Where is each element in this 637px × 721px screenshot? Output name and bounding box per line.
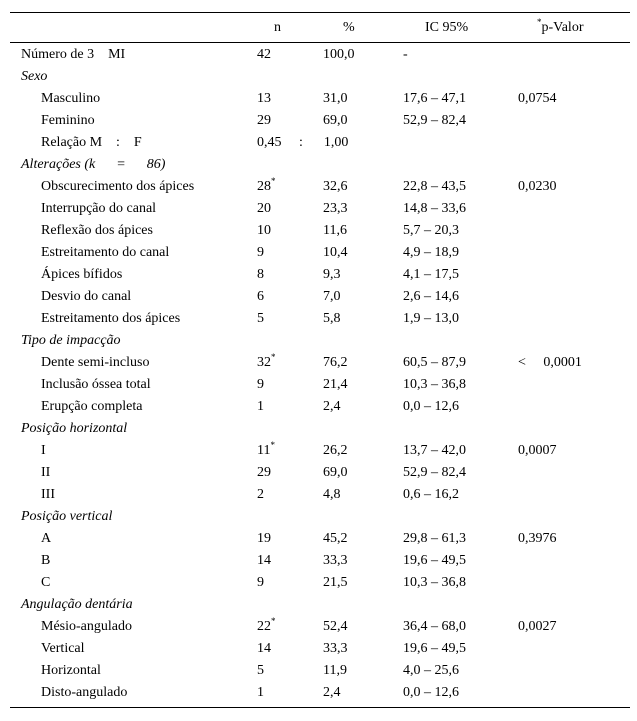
cell-percent: 32,6 bbox=[323, 179, 348, 194]
cell-n-value: 29 bbox=[257, 465, 271, 480]
table-bottom-rule bbox=[10, 707, 630, 708]
cell-percent: 69,0 bbox=[323, 465, 348, 480]
table-row bbox=[0, 110, 637, 132]
cell-ic: 60,5 – 87,9 bbox=[403, 355, 466, 370]
cell-n-value: 19 bbox=[257, 531, 271, 546]
table-row bbox=[0, 264, 637, 286]
cell-n-value: 0,45 : 1,00 bbox=[257, 135, 349, 150]
cell-pvalue: 0,0007 bbox=[518, 443, 557, 458]
table-row bbox=[0, 176, 637, 198]
cell-n-value: 9 bbox=[257, 575, 264, 590]
cell-n-value: 29 bbox=[257, 113, 271, 128]
cell-percent: 76,2 bbox=[323, 355, 348, 370]
cell-n bbox=[257, 264, 264, 286]
cell-ic: 4,9 – 18,9 bbox=[403, 245, 459, 260]
cell-percent: 45,2 bbox=[323, 531, 348, 546]
cell-n bbox=[257, 44, 271, 66]
cell-n-value: 5 bbox=[257, 311, 264, 326]
cell-n bbox=[257, 484, 264, 506]
cell-ic: 1,9 – 13,0 bbox=[403, 311, 459, 326]
section-label: Tipo de impacção bbox=[21, 333, 121, 348]
table-row bbox=[0, 616, 637, 638]
cell-n-value: 2 bbox=[257, 487, 264, 502]
cell-n bbox=[257, 572, 264, 594]
cell-n bbox=[257, 242, 264, 264]
cell-n bbox=[257, 176, 276, 198]
cell-pvalue: < 0,0001 bbox=[518, 355, 582, 370]
cell-n bbox=[257, 550, 271, 572]
cell-ic: 4,1 – 17,5 bbox=[403, 267, 459, 282]
section-row bbox=[0, 506, 637, 528]
cell-n bbox=[257, 374, 264, 396]
table-row bbox=[0, 220, 637, 242]
cell-n bbox=[257, 110, 271, 132]
table-row bbox=[0, 550, 637, 572]
section-row bbox=[0, 330, 637, 352]
cell-ic: 36,4 – 68,0 bbox=[403, 619, 466, 634]
cell-n bbox=[257, 352, 276, 374]
cell-n-value: 9 bbox=[257, 377, 264, 392]
cell-ic: - bbox=[403, 47, 408, 62]
cell-n bbox=[257, 528, 271, 550]
section-row bbox=[0, 154, 637, 176]
table-row bbox=[0, 528, 637, 550]
cell-n bbox=[257, 220, 271, 242]
row-label: Reflexão dos ápices bbox=[41, 223, 153, 238]
row-label: Obscurecimento dos ápices bbox=[41, 179, 195, 194]
table-row bbox=[0, 682, 637, 704]
cell-n-value: 1 bbox=[257, 685, 264, 700]
cell-ic: 52,9 – 82,4 bbox=[403, 113, 466, 128]
header-pvalue-star: * bbox=[537, 17, 542, 27]
table-row bbox=[0, 286, 637, 308]
cell-percent: 23,3 bbox=[323, 201, 348, 216]
cell-n bbox=[257, 660, 264, 682]
cell-pvalue: 0,0754 bbox=[518, 91, 557, 106]
row-label: Estreitamento dos ápices bbox=[41, 311, 181, 326]
cell-n bbox=[257, 638, 271, 660]
row-label: A bbox=[41, 531, 52, 546]
table-row bbox=[0, 44, 637, 66]
row-label: Estreitamento do canal bbox=[41, 245, 170, 260]
cell-percent: 33,3 bbox=[323, 553, 348, 568]
cell-n-value: 11 bbox=[257, 443, 271, 458]
header-pvalue bbox=[537, 17, 584, 39]
cell-n bbox=[257, 132, 348, 154]
cell-ic: 0,0 – 12,6 bbox=[403, 399, 459, 414]
row-label: Masculino bbox=[41, 91, 101, 106]
cell-percent: 11,9 bbox=[323, 663, 347, 678]
table-header-row bbox=[0, 17, 637, 39]
cell-ic: 17,6 – 47,1 bbox=[403, 91, 466, 106]
table-top-rule bbox=[10, 12, 630, 13]
cell-n-value: 8 bbox=[257, 267, 264, 282]
section-row bbox=[0, 594, 637, 616]
cell-ic: 5,7 – 20,3 bbox=[403, 223, 459, 238]
cell-pvalue: 0,3976 bbox=[518, 531, 557, 546]
cell-ic: 52,9 – 82,4 bbox=[403, 465, 466, 480]
cell-n bbox=[257, 308, 264, 330]
row-label: Mésio-angulado bbox=[41, 619, 132, 634]
cell-n bbox=[257, 462, 271, 484]
table-row bbox=[0, 638, 637, 660]
header-ic: IC 95% bbox=[425, 20, 469, 35]
cell-percent: 5,8 bbox=[323, 311, 341, 326]
row-label: Vertical bbox=[41, 641, 85, 656]
cell-n-value: 9 bbox=[257, 245, 264, 260]
cell-n-value: 28 bbox=[257, 179, 271, 194]
cell-n-value: 20 bbox=[257, 201, 271, 216]
cell-n-value: 13 bbox=[257, 91, 271, 106]
row-label: II bbox=[41, 465, 51, 480]
row-label: C bbox=[41, 575, 51, 590]
cell-ic: 22,8 – 43,5 bbox=[403, 179, 466, 194]
table-row bbox=[0, 352, 637, 374]
cell-percent: 9,3 bbox=[323, 267, 341, 282]
cell-n-value: 14 bbox=[257, 553, 271, 568]
row-label: Inclusão óssea total bbox=[41, 377, 151, 392]
cell-ic: 10,3 – 36,8 bbox=[403, 575, 466, 590]
significance-star: * bbox=[271, 352, 276, 362]
table-row bbox=[0, 88, 637, 110]
cell-percent: 52,4 bbox=[323, 619, 348, 634]
cell-percent: 33,3 bbox=[323, 641, 348, 656]
row-label: Relação M : F bbox=[41, 135, 142, 150]
cell-n bbox=[257, 88, 271, 110]
significance-star: * bbox=[271, 616, 276, 626]
cell-n bbox=[257, 396, 264, 418]
header-percent: % bbox=[343, 20, 355, 35]
row-label: Disto-angulado bbox=[41, 685, 128, 700]
significance-star: * bbox=[270, 440, 275, 450]
section-label: Sexo bbox=[21, 69, 48, 84]
section-label: Angulação dentária bbox=[21, 597, 133, 612]
cell-n bbox=[257, 440, 275, 462]
row-label: Número de 3 MI bbox=[21, 47, 126, 62]
cell-percent: 69,0 bbox=[323, 113, 348, 128]
table-row bbox=[0, 484, 637, 506]
cell-n-value: 1 bbox=[257, 399, 264, 414]
cell-ic: 2,6 – 14,6 bbox=[403, 289, 459, 304]
cell-ic: 19,6 – 49,5 bbox=[403, 641, 466, 656]
cell-percent: 31,0 bbox=[323, 91, 348, 106]
row-label: Ápices bífidos bbox=[41, 267, 123, 282]
row-label: Feminino bbox=[41, 113, 95, 128]
cell-percent: 10,4 bbox=[323, 245, 348, 260]
row-label: Interrupção do canal bbox=[41, 201, 157, 216]
section-row bbox=[0, 66, 637, 88]
cell-n-value: 32 bbox=[257, 355, 271, 370]
cell-percent: 4,8 bbox=[323, 487, 341, 502]
row-label: Erupção completa bbox=[41, 399, 143, 414]
cell-ic: 19,6 – 49,5 bbox=[403, 553, 466, 568]
header-n: n bbox=[274, 20, 281, 35]
cell-ic: 14,8 – 33,6 bbox=[403, 201, 466, 216]
cell-percent: 21,4 bbox=[323, 377, 348, 392]
table-row bbox=[0, 242, 637, 264]
cell-percent: 100,0 bbox=[323, 47, 355, 62]
table-row bbox=[0, 660, 637, 682]
cell-pvalue: 0,0230 bbox=[518, 179, 557, 194]
row-label: B bbox=[41, 553, 51, 568]
table-row bbox=[0, 308, 637, 330]
cell-ic: 4,0 – 25,6 bbox=[403, 663, 459, 678]
section-label: Alterações (k = 86) bbox=[21, 157, 166, 172]
cell-n bbox=[257, 286, 264, 308]
cell-n-value: 14 bbox=[257, 641, 271, 656]
cell-n bbox=[257, 616, 276, 638]
cell-n-value: 42 bbox=[257, 47, 271, 62]
cell-ic: 0,6 – 16,2 bbox=[403, 487, 459, 502]
row-label: Desvio do canal bbox=[41, 289, 132, 304]
table-row bbox=[0, 462, 637, 484]
cell-n-value: 22 bbox=[257, 619, 271, 634]
header-pvalue-label: p-Valor bbox=[541, 20, 584, 35]
cell-ic: 13,7 – 42,0 bbox=[403, 443, 466, 458]
table-row bbox=[0, 572, 637, 594]
table-row bbox=[0, 440, 637, 462]
cell-percent: 21,5 bbox=[323, 575, 348, 590]
cell-percent: 2,4 bbox=[323, 685, 341, 700]
row-label: Horizontal bbox=[41, 663, 101, 678]
table-row bbox=[0, 396, 637, 418]
cell-percent: 11,6 bbox=[323, 223, 347, 238]
cell-ic: 0,0 – 12,6 bbox=[403, 685, 459, 700]
table-row bbox=[0, 374, 637, 396]
cell-ic: 29,8 – 61,3 bbox=[403, 531, 466, 546]
section-label: Posição vertical bbox=[21, 509, 113, 524]
cell-n-value: 5 bbox=[257, 663, 264, 678]
cell-n bbox=[257, 198, 271, 220]
cell-percent: 7,0 bbox=[323, 289, 341, 304]
cell-n bbox=[257, 682, 264, 704]
cell-percent: 26,2 bbox=[323, 443, 348, 458]
section-row bbox=[0, 418, 637, 440]
row-label: I bbox=[41, 443, 46, 458]
section-label: Posição horizontal bbox=[21, 421, 128, 436]
cell-ic: 10,3 – 36,8 bbox=[403, 377, 466, 392]
significance-star: * bbox=[271, 176, 276, 186]
cell-pvalue: 0,0027 bbox=[518, 619, 557, 634]
cell-n-value: 6 bbox=[257, 289, 264, 304]
row-label: Dente semi-incluso bbox=[41, 355, 150, 370]
table-header-rule bbox=[10, 42, 630, 43]
cell-n-value: 10 bbox=[257, 223, 271, 238]
table-row bbox=[0, 132, 637, 154]
cell-percent: 2,4 bbox=[323, 399, 341, 414]
table-row bbox=[0, 198, 637, 220]
row-label: III bbox=[41, 487, 55, 502]
